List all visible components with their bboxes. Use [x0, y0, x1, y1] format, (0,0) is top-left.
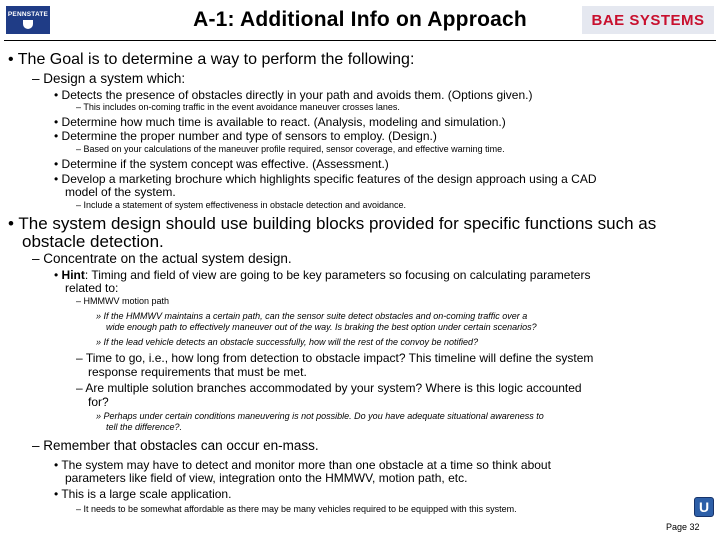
bullet-building-blocks: • The system design should use building blocks provided for specific functions such as [8, 214, 657, 233]
dash-concentrate: – Concentrate on the actual system design. [32, 251, 292, 266]
bullet-brochure: • Develop a marketing brochure which highlights specific features of the design approach using a CAD [54, 172, 597, 186]
bullet-detect-more: • The system may have to detect and monitor more than one obstacle at a time so think about [54, 458, 551, 472]
sub-lead-vehicle: » If the lead vehicle detects an obstacle successfully, how will the rest of the convoy be notified? [96, 337, 479, 347]
bullet-brochure-cont: model of the system. [65, 185, 176, 199]
bullet-sensors: • Determine the proper number and type of sensors to employ. (Design.) [54, 129, 437, 143]
sub-perhaps-cont: tell the difference?. [106, 422, 183, 432]
dash-time-to-go: – Time to go, i.e., how long from detection to obstacle impact? This timeline will define the system [76, 351, 594, 365]
dash-oncoming: – This includes on-coming traffic in the event avoidance maneuver crosses lanes. [76, 102, 400, 112]
dash-design-system: – Design a system which: [32, 71, 186, 86]
pennstate-logo: PENNSTATE [6, 6, 50, 34]
bullet-detects: • Detects the presence of obstacles directly in your path and avoids them. (Options given.) [54, 88, 533, 102]
dash-multiple-branches: – Are multiple solution branches accommodated by your system? Where is this logic accounted [76, 381, 582, 395]
header-divider [4, 40, 716, 41]
page-title: A-1: Additional Info on Approach [193, 8, 527, 31]
dash-based-on: – Based on your calculations of the maneuver profile required, sensor coverage, and effective warning time. [76, 144, 505, 154]
bullet-large-scale: • This is a large scale application. [54, 487, 232, 501]
dash-remember: – Remember that obstacles can occur en-mass. [32, 438, 319, 453]
page-number: Page 32 [666, 522, 700, 532]
sub-perhaps: » Perhaps under certain conditions maneuvering is not possible. Do you have adequate situational awareness to [96, 411, 544, 421]
bullet-building-blocks-cont: obstacle detection. [22, 232, 164, 251]
bullet-detect-more-cont: parameters like field of view, integration onto the HMMWV, motion path, etc. [65, 471, 468, 485]
dash-statement: – Include a statement of system effectiveness in obstacle detection and avoidance. [76, 200, 407, 210]
bullet-react-time: • Determine how much time is available to react. (Analysis, modeling and simulation.) [54, 115, 506, 129]
bullet-effective: • Determine if the system concept was effective. (Assessment.) [54, 157, 389, 171]
bullet-goal: • The Goal is to determine a way to perform the following: [8, 51, 415, 68]
sub-maintains-cont: wide enough path to effectively maneuver out of the way. Is braking the best option under certain scenarios? [106, 322, 537, 332]
sub-maintains: » If the HMMWV maintains a certain path, can the sensor suite detect obstacles and on-coming traffic over a [96, 311, 528, 321]
dash-time-to-go-cont: response requirements that must be met. [88, 365, 307, 379]
dash-hmmwv: – HMMWV motion path [76, 296, 170, 306]
u-icon[interactable]: U [694, 497, 714, 517]
bullet-hint: • Hint: Timing and field of view are going to be key parameters so focusing on calculating parameters [54, 268, 591, 282]
bae-systems-logo: BAE SYSTEMS [582, 6, 714, 34]
bullet-hint-cont: related to: [65, 281, 119, 295]
dash-multiple-branches-cont: for? [88, 395, 109, 409]
dash-affordable: – It needs to be somewhat affordable as there may be many vehicles required to be equipped with this system. [76, 504, 517, 514]
